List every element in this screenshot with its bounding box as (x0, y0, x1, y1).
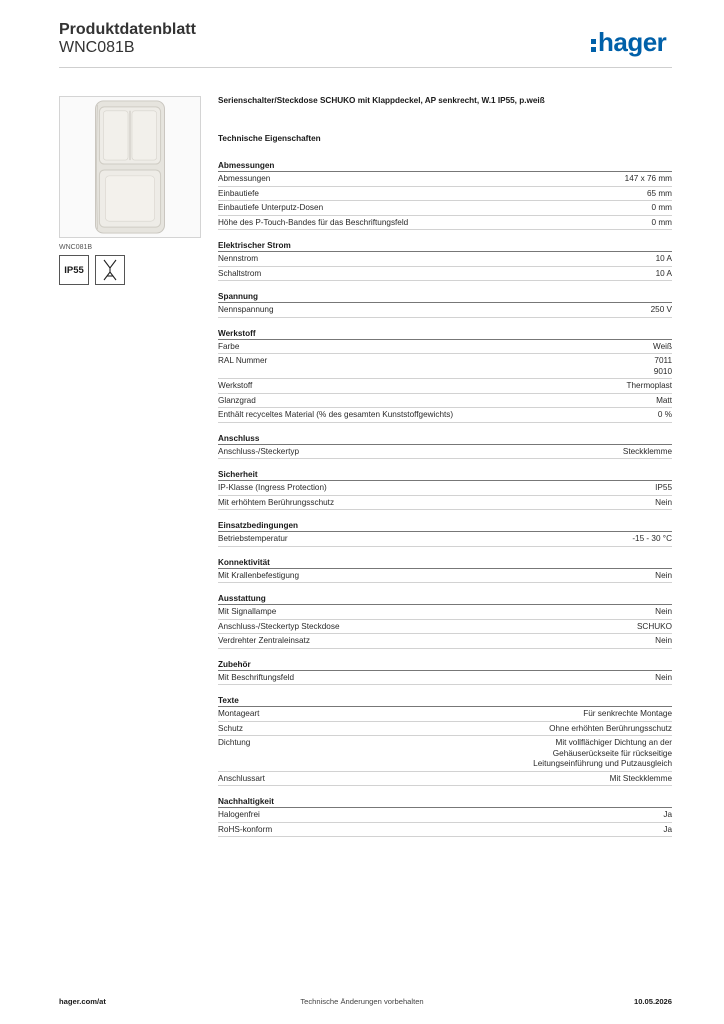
spec-row (218, 823, 672, 838)
spec-label: Anschluss-/Steckertyp Steckdose (218, 621, 340, 631)
group-title: Spannung (218, 291, 672, 303)
spec-label: RAL Nummer (218, 356, 268, 365)
spec-value: Matt (656, 395, 672, 405)
spec-label: Nennstrom (218, 254, 259, 263)
spec-label: Glanzgrad (218, 395, 256, 405)
spec-group (218, 240, 672, 281)
spec-row (218, 303, 672, 318)
spec-value: 10 A (655, 268, 672, 278)
spec-value: SCHUKO (636, 621, 672, 631)
spec-group (218, 328, 672, 423)
group-title: Anschluss (218, 433, 672, 445)
spec-label: Einbautiefe Unterputz-Dosen (218, 203, 324, 212)
logo-text: hager (598, 27, 667, 57)
spec-label: Mit Krallenbefestigung (218, 570, 300, 580)
spec-row (218, 722, 672, 737)
spec-row (218, 532, 672, 547)
spec-row (218, 736, 672, 772)
image-caption: WNC081B (59, 244, 93, 251)
footer-website[interactable]: hager.com/at (59, 997, 106, 1006)
spec-row (218, 340, 672, 355)
spec-value: 0 mm (651, 203, 672, 212)
spec-value: Ja (663, 810, 672, 819)
group-title: Einsatzbedingungen (218, 520, 672, 532)
group-title: Abmessungen (218, 160, 672, 172)
spec-value: Nein (655, 497, 672, 507)
spec-group (218, 659, 672, 686)
footer-notice: Technische Änderungen vorbehalten (300, 997, 424, 1006)
spec-label: Werkstoff (218, 381, 253, 390)
spec-row (218, 252, 672, 267)
spec-value: 147 x 76 mm (624, 174, 672, 183)
spec-value: Ohne erhöhten Berührungsschutz (549, 723, 672, 733)
spec-label: Mit Beschriftungsfeld (218, 672, 294, 682)
spec-value: Nein (655, 636, 672, 645)
spec-label: Montageart (218, 709, 260, 718)
header-divider (59, 67, 672, 68)
group-title: Ausstattung (218, 593, 672, 605)
product-image (59, 96, 201, 238)
spec-groups (218, 160, 672, 837)
spec-value: 7011 9010 (653, 356, 672, 376)
spec-value: Thermoplast (626, 381, 672, 390)
group-title: Sicherheit (218, 469, 672, 481)
spec-label: Nennspannung (218, 305, 274, 314)
spec-label: Anschluss-/Steckertyp (218, 446, 299, 456)
spec-value: Nein (655, 672, 672, 682)
group-title: Werkstoff (218, 328, 672, 340)
spec-value: Ja (663, 824, 672, 834)
spec-row (218, 569, 672, 584)
spec-row (218, 267, 672, 282)
spec-value: 0 % (657, 410, 672, 419)
spec-label: RoHS-konform (218, 824, 273, 834)
spec-content (218, 96, 672, 847)
spec-label: Einbautiefe (218, 188, 259, 198)
spec-value: Mit Steckklemme (609, 773, 672, 783)
spec-row (218, 216, 672, 231)
spec-group (218, 160, 672, 230)
spec-label: Anschlussart (218, 773, 265, 783)
section-heading: Technische Eigenschaften (218, 134, 321, 143)
footer-date: 10.05.2026 (633, 997, 672, 1006)
group-title: Zubehör (218, 659, 672, 671)
spec-row (218, 201, 672, 216)
spec-value: -15 - 30 °C (632, 534, 672, 543)
spec-row (218, 394, 672, 409)
spec-value: 10 A (655, 254, 672, 263)
spec-value: Nein (655, 570, 672, 580)
group-title: Nachhaltigkeit (218, 796, 672, 808)
product-photo-icon (60, 97, 200, 237)
spec-label: IP-Klasse (Ingress Protection) (218, 483, 327, 492)
spec-value: Mit vollflächiger Dichtung an der Gehäuserückseite für rückseitige Leitungseinführung und Putzausgleich (533, 738, 672, 768)
spec-row (218, 605, 672, 620)
spec-label: Enthält recyceltes Material (% des gesamten Kunststoffgewichts) (218, 410, 454, 419)
spec-group (218, 520, 672, 547)
spec-group (218, 291, 672, 318)
group-title: Texte (218, 695, 672, 707)
spec-value: 65 mm (646, 188, 672, 198)
spec-row (218, 496, 672, 511)
spec-label: Halogenfrei (218, 810, 260, 819)
spec-row (218, 354, 672, 379)
spec-row (218, 481, 672, 496)
spec-label: Mit erhöhtem Berührungsschutz (218, 497, 335, 507)
product-code: WNC081B (59, 39, 135, 56)
spec-row (218, 408, 672, 423)
spec-group (218, 796, 672, 837)
spec-group (218, 433, 672, 460)
spec-label: Betriebstemperatur (218, 534, 288, 543)
spec-row (218, 772, 672, 787)
logo-colon-icon (591, 35, 597, 53)
spec-row (218, 707, 672, 722)
spec-row (218, 671, 672, 686)
socket-switch-symbol-icon (95, 255, 125, 285)
hager-logo (591, 28, 666, 56)
spec-row (218, 808, 672, 823)
group-title: Konnektivität (218, 557, 672, 569)
spec-group (218, 557, 672, 584)
spec-label: Höhe des P-Touch-Bandes für das Beschriftungsfeld (218, 217, 409, 227)
spec-group (218, 695, 672, 786)
spec-label: Verdrehter Zentraleinsatz (218, 636, 310, 645)
spec-row (218, 379, 672, 394)
spec-value: Nein (655, 607, 672, 616)
spec-label: Schaltstrom (218, 268, 262, 278)
spec-row (218, 620, 672, 635)
page-title: Produktdatenblatt (59, 21, 196, 38)
spec-value: 0 mm (651, 217, 672, 227)
spec-label: Mit Signallampe (218, 607, 277, 616)
spec-row (218, 187, 672, 202)
spec-group (218, 469, 672, 510)
product-description: Serienschalter/Steckdose SCHUKO mit Klappdeckel, AP senkrecht, W.1 IP55, p.weiß (218, 96, 545, 105)
spec-row (218, 172, 672, 187)
group-title: Elektrischer Strom (218, 240, 672, 252)
spec-row (218, 634, 672, 649)
spec-label: Abmessungen (218, 174, 271, 183)
spec-row (218, 445, 672, 460)
spec-label: Dichtung (218, 738, 251, 747)
spec-value: 250 V (650, 305, 672, 314)
spec-value: Für senkrechte Montage (583, 709, 672, 718)
spec-value: Weiß (653, 341, 672, 351)
ip-rating-badge: IP55 (59, 255, 89, 285)
spec-group (218, 593, 672, 649)
spec-label: Schutz (218, 723, 244, 733)
spec-value: IP55 (655, 483, 672, 492)
spec-value: Steckklemme (622, 446, 672, 456)
spec-label: Farbe (218, 341, 240, 351)
